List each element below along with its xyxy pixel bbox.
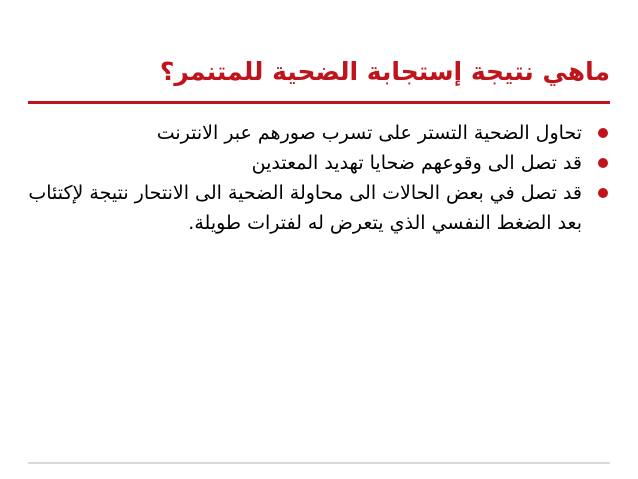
bullet-text: تحاول الضحية التستر على تسرب صورهم عبر الانترنت xyxy=(156,122,582,144)
slide-title: ماهي نتيجة إستجابة الضحية للمتنمر؟ xyxy=(159,57,610,86)
bullet-text: قد تصل في بعض الحالات الى محاولة الضحية الى الانتحار نتيجة لإكتئاب بعد الضغط النفسي الذي يتعرض له لفترات طويلة. xyxy=(28,182,582,234)
bullet-list xyxy=(28,118,610,238)
bullet-dot-icon xyxy=(598,188,608,198)
bullet-dot-icon xyxy=(598,128,608,138)
bullet-item-2 xyxy=(28,148,610,178)
bullet-item-1 xyxy=(28,118,610,148)
footer-divider xyxy=(28,462,610,464)
bullet-dot-icon xyxy=(598,158,608,168)
bullet-text: قد تصل الى وقوعهم ضحايا تهديد المعتدين xyxy=(251,152,582,174)
title-underline xyxy=(28,101,610,104)
bullet-item-3 xyxy=(28,178,610,238)
